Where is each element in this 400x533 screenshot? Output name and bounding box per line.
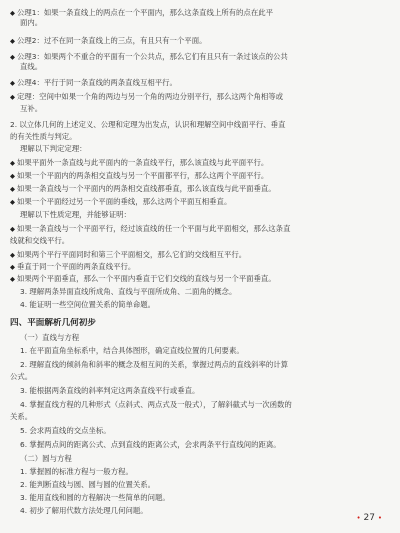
bullet-dot-left-icon: •	[356, 514, 361, 522]
text-line: 公式。	[10, 372, 33, 381]
text-line: 直线。	[20, 62, 43, 71]
bullet-line: ◆ 如果一个平面经过另一个平面的垂线，那么这两个平面互相垂直。	[10, 197, 390, 207]
bullet-line: ◆ 公理1：如果一条直线上的两点在一个平面内，那么这条直线上所有的点在此平	[10, 8, 390, 18]
bullet-line: ◆ 公理4：平行于同一条直线的两条直线互相平行。	[10, 78, 390, 88]
text-line: 4. 掌握直线方程的几种形式（点斜式、两点式及一般式），了解斜截式与一次函数的	[20, 400, 292, 409]
bullet-line: ◆ 垂直于同一个平面的两条直线平行。	[10, 262, 390, 272]
text-line: 6. 掌握两点间的距离公式、点到直线的距离公式，会求两条平行直线间的距离。	[20, 440, 281, 449]
text-line: 3. 理解两条异面直线所成角、直线与平面所成角、二面角的概念。	[20, 287, 237, 296]
page-number	[357, 513, 382, 523]
bullet-line: ◆ 如果一个平面内的两条相交直线与另一个平面都平行，那么这两个平面平行。	[10, 171, 390, 181]
text-line: 5. 会求两直线的交点坐标。	[20, 426, 111, 435]
text-line: （一）直线与方程	[20, 333, 80, 342]
text-line: 1. 掌握圆的标准方程与一般方程。	[20, 467, 133, 476]
bullet-line: ◆ 如果平面外一条直线与此平面内的一条直线平行，那么该直线与此平面平行。	[10, 158, 390, 168]
text-line: 2. 能判断直线与圆、圆与圆的位置关系。	[20, 480, 156, 489]
bullet-line: ◆ 如果一条直线与一个平面平行，经过该直线的任一个平面与此平面相交，那么这条直	[10, 224, 390, 234]
text-line: 面内。	[20, 18, 43, 27]
bullet-line: ◆ 如果一条直线与一个平面内的两条相交直线都垂直，那么该直线与此平面垂直。	[10, 184, 390, 194]
text-line: 3. 能根据两条直线的斜率判定这两条直线平行或垂直。	[20, 386, 200, 395]
text-line: 2. 理解直线的倾斜角和斜率的概念及相互间的关系，掌握过两点的直线斜率的计算	[20, 360, 289, 369]
bullet-dot-right-icon: •	[377, 514, 382, 522]
text-line: （二）圆与方程	[20, 454, 72, 463]
section-heading: 四、平面解析几何初步	[10, 318, 96, 328]
text-line: 线就和交线平行。	[10, 236, 70, 245]
bullet-line: ◆ 如果两个平面垂直，那么一个平面内垂直于它们交线的直线与另一个平面垂直。	[10, 274, 390, 284]
text-line: 1. 在平面直角坐标系中，结合具体图形，确定直线位置的几何要素。	[20, 346, 244, 355]
text-line: 2. 以立体几何的上述定义、公理和定理为出发点，认识和理解空间中线面平行、垂直	[10, 120, 286, 129]
text-line: 的有关性质与判定。	[10, 132, 77, 141]
text-line: 互补。	[20, 104, 43, 113]
text-line: 3. 能用直线和圆的方程解决一些简单的问题。	[20, 493, 170, 502]
page-number-text: 27	[363, 513, 375, 523]
bullet-line: ◆ 如果两个平行平面同时和第三个平面相交，那么它们的交线相互平行。	[10, 250, 390, 260]
text-line: 理解以下性质定理，并能够证明：	[20, 210, 131, 219]
bullet-line: ◆ 公理2：过不在同一条直线上的三点，有且只有一个平面。	[10, 36, 390, 46]
text-line: 理解以下判定定理：	[20, 144, 87, 153]
bullet-line: ◆ 定理：空间中如果一个角的两边与另一个角的两边分别平行，那么这两个角相等或	[10, 92, 390, 102]
bullet-line: ◆ 公理3：如果两个不重合的平面有一个公共点，那么它们有且只有一条过该点的公共	[10, 52, 390, 62]
text-line: 关系。	[10, 412, 33, 421]
text-line: 4. 初步了解用代数方法处理几何问题。	[20, 506, 148, 515]
text-line: 4. 能证明一些空间位置关系的简单命题。	[20, 300, 156, 309]
